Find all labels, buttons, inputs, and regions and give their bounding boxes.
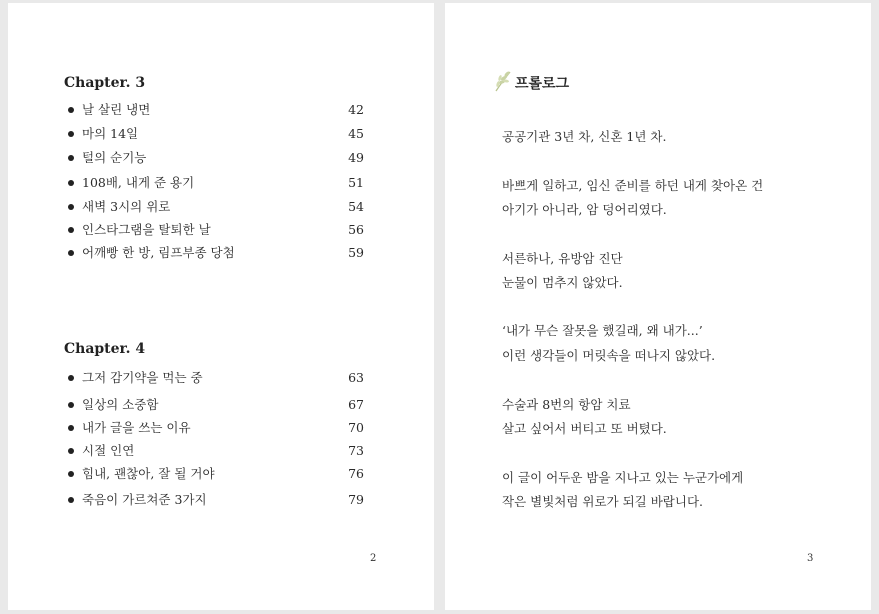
toc-item-title: 그저 감기약을 먹는 중 xyxy=(82,370,203,385)
toc-item[interactable] xyxy=(68,220,368,240)
prologue-line: 눈물이 멈추지 않았다. xyxy=(502,275,623,290)
prologue-line: 수술과 8번의 항암 치료 xyxy=(502,397,631,412)
toc-item-page: 45 xyxy=(348,126,364,141)
prologue-line: 서른하나, 유방암 진단 xyxy=(502,251,623,266)
toc-item[interactable] xyxy=(68,464,368,484)
toc-item[interactable] xyxy=(68,490,368,510)
chapter-title: Chapter. 4 xyxy=(64,341,146,357)
bullet-icon xyxy=(68,497,74,503)
toc-item-title: 108배, 내게 준 용기 xyxy=(82,175,195,190)
bullet-icon xyxy=(68,448,74,454)
toc-item-page: 79 xyxy=(348,492,364,507)
toc-item-title: 어깨빵 한 방, 림프부종 당첨 xyxy=(82,245,235,260)
bullet-icon xyxy=(68,250,74,256)
toc-item-page: 49 xyxy=(348,150,364,165)
toc-item[interactable] xyxy=(68,173,368,193)
toc-item[interactable] xyxy=(68,100,368,120)
leaf-icon xyxy=(493,69,515,93)
prologue-line: 공공기관 3년 차, 신혼 1년 차. xyxy=(502,129,667,144)
toc-item-page: 56 xyxy=(348,222,364,237)
toc-item-page: 59 xyxy=(348,245,364,260)
toc-item-title: 시절 인연 xyxy=(82,443,135,458)
prologue-line: 이런 생각들이 머릿속을 떠나지 않았다. xyxy=(502,348,716,363)
toc-item[interactable] xyxy=(68,441,368,461)
toc-item[interactable] xyxy=(68,395,368,415)
bullet-icon xyxy=(68,204,74,210)
toc-item[interactable] xyxy=(68,368,368,388)
toc-item-page: 51 xyxy=(348,175,364,190)
toc-item[interactable] xyxy=(68,197,368,217)
toc-item-page: 76 xyxy=(348,466,364,481)
bullet-icon xyxy=(68,425,74,431)
prologue-line: 이 글이 어두운 밤을 지나고 있는 누군가에게 xyxy=(502,470,744,485)
bullet-icon xyxy=(68,180,74,186)
bullet-icon xyxy=(68,107,74,113)
toc-item-title: 죽음이 가르쳐준 3가지 xyxy=(82,492,207,507)
bullet-icon xyxy=(68,227,74,233)
toc-item-page: 63 xyxy=(348,370,364,385)
toc-item-title: 힘내, 괜찮아, 잘 될 거야 xyxy=(82,466,215,481)
toc-item[interactable] xyxy=(68,418,368,438)
toc-item-page: 67 xyxy=(348,397,364,412)
bullet-icon xyxy=(68,155,74,161)
toc-item-page: 70 xyxy=(348,420,364,435)
toc-item-title: 날 살린 냉면 xyxy=(82,102,151,117)
toc-item-title: 인스타그램을 탈퇴한 날 xyxy=(82,222,211,237)
toc-item-title: 일상의 소중함 xyxy=(82,397,159,412)
toc-item-title: 새벽 3시의 위로 xyxy=(82,199,171,214)
page-number: 2 xyxy=(370,553,377,564)
prologue-title: 프롤로그 xyxy=(515,76,570,92)
bullet-icon xyxy=(68,131,74,137)
bullet-icon xyxy=(68,402,74,408)
toc-item-page: 42 xyxy=(348,102,364,117)
prologue-line: 아기가 아니라, 암 덩어리였다. xyxy=(502,202,667,217)
toc-item[interactable] xyxy=(68,243,368,263)
chapter-title: Chapter. 3 xyxy=(64,75,146,91)
bullet-icon xyxy=(68,375,74,381)
toc-item-page: 54 xyxy=(348,199,364,214)
toc-item-title: 내가 글을 쓰는 이유 xyxy=(82,420,191,435)
prologue-line: ‘내가 무슨 잘못을 했길래, 왜 내가...’ xyxy=(502,323,703,338)
toc-item-title: 털의 순기능 xyxy=(82,150,147,165)
prologue-line: 작은 별빛처럼 위로가 되길 바랍니다. xyxy=(502,494,703,509)
prologue-line: 바쁘게 일하고, 임신 준비를 하던 내게 찾아온 건 xyxy=(502,178,764,193)
left-page xyxy=(8,3,434,610)
page-number: 3 xyxy=(807,553,814,564)
right-page xyxy=(445,3,871,610)
prologue-line: 살고 싶어서 버티고 또 버텼다. xyxy=(502,421,667,436)
toc-item-title: 마의 14일 xyxy=(82,126,139,141)
toc-item[interactable] xyxy=(68,148,368,168)
toc-item[interactable] xyxy=(68,124,368,144)
bullet-icon xyxy=(68,471,74,477)
toc-item-page: 73 xyxy=(348,443,364,458)
